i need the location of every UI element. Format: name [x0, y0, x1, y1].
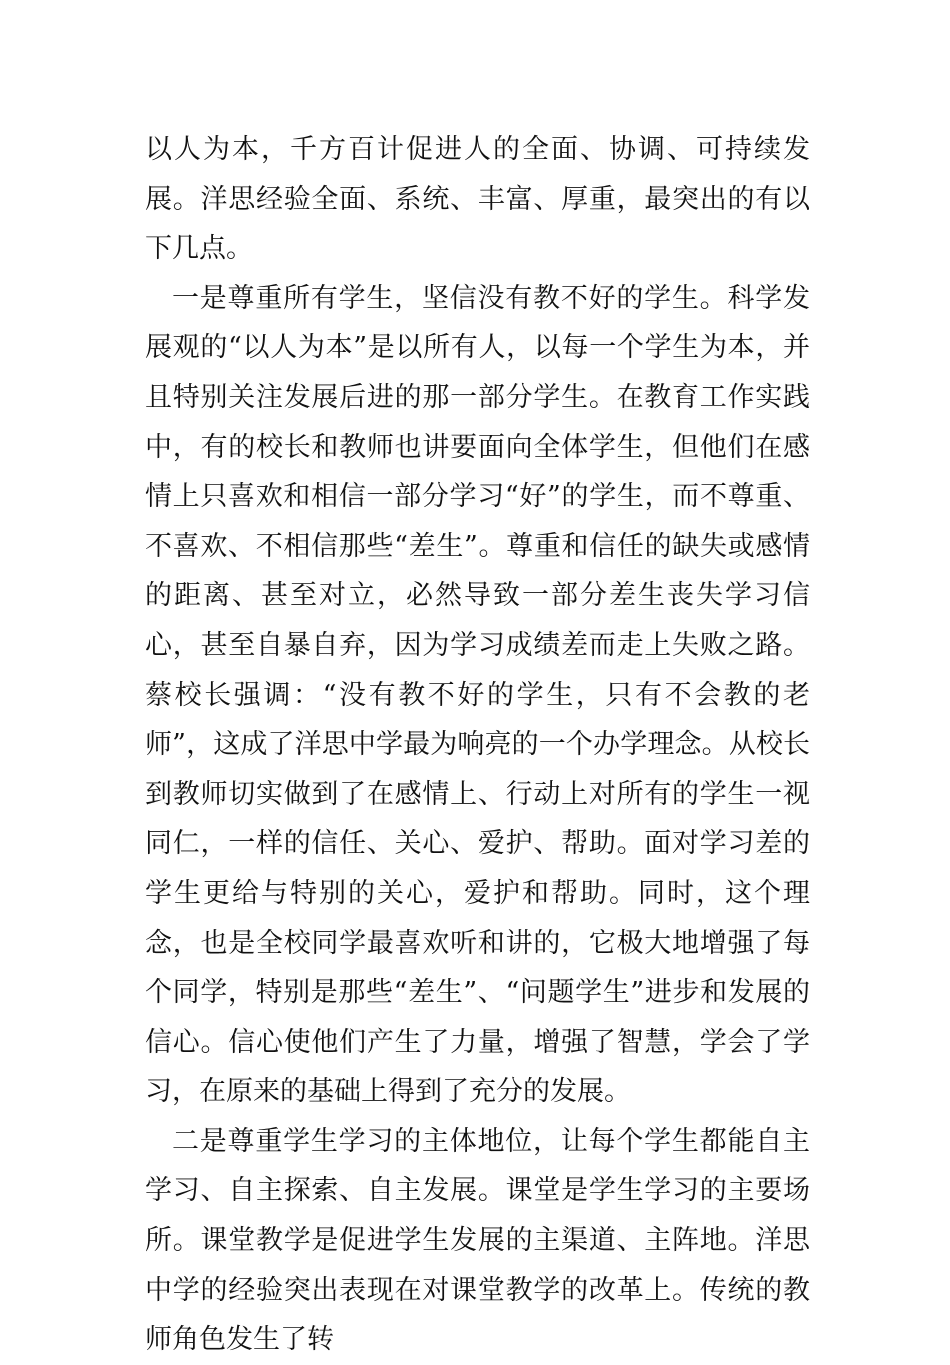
paragraph-point-one: 一是尊重所有学生，坚信没有教不好的学生。科学发展观的“以人为本”是以所有人，以每一个学生为本，并且特别关注发展后进的那一部分学生。在教育工作实践中，有的校长和教师也讲要面向全体学生，但他们在感情上只喜欢和相信一部分学习“好”的学生，而不尊重、不喜欢、不相信那些“差生”。尊重和信任的缺失或感情的距离、甚至对立，必然导致一部分差生丧失学习信心，甚至自暴自弃，因为学习成绩差而走上失败之路。蔡校长强调：“没有教不好的学生，只有不会教的老师”，这成了洋思中学最为响亮的一个办学理念。从校长到教师切实做到了在感情上、行动上对所有的学生一视同仁，一样的信任、关心、爱护、帮助。面对学习差的学生更给与特别的关心，爱护和帮助。同时，这个理念，也是全校同学最喜欢听和讲的，它极大地增强了每个同学，特别是那些“差生”、“问题学生”进步和发展的信心。信心使他们产生了力量，增强了智慧，学会了学习，在原来的基础上得到了充分的发展。: [145, 282, 810, 1108]
paragraph-intro: 以人为本，千方百计促进人的全面、协调、可持续发展。洋思经验全面、系统、丰富、厚重，最突出的有以下几点。: [145, 134, 810, 265]
document-page: [145, 125, 810, 1365]
paragraph-point-two: 二是尊重学生学习的主体地位，让每个学生都能自主学习、自主探索、自主发展。课堂是学生学习的主要场所。课堂教学是促进学生发展的主渠道、主阵地。洋思中学的经验突出表现在对课堂教学的改革上。传统的教师角色发生了转: [145, 1125, 810, 1356]
